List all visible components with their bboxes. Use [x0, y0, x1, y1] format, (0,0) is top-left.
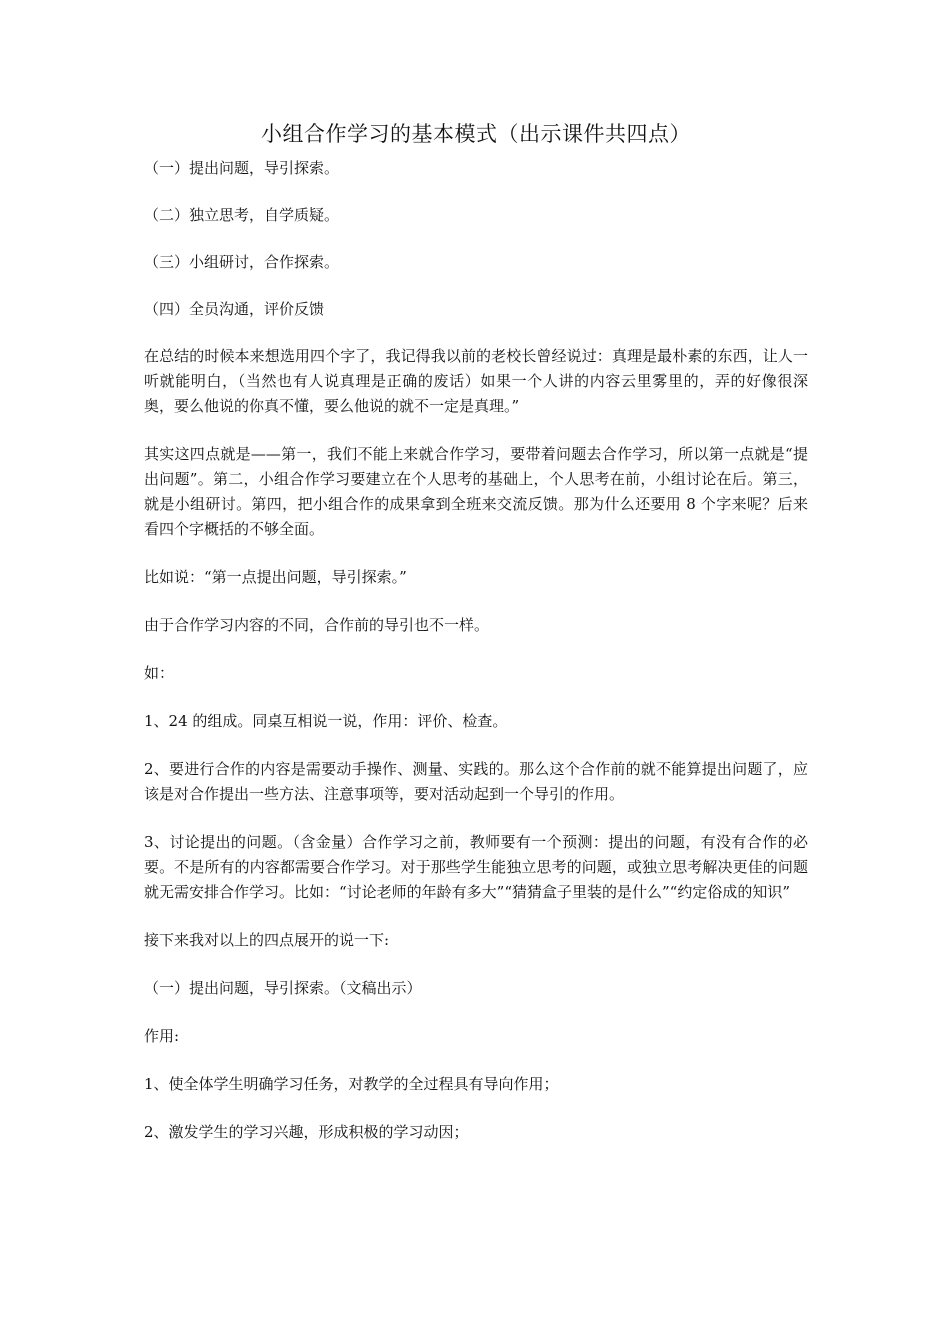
paragraph-function-2: 2、激发学生的学习兴趣，形成积极的学习动因； — [144, 1123, 469, 1141]
paragraph-next: 接下来我对以上的四点展开的说一下: — [144, 931, 390, 949]
paragraph-function-label: 作用: — [144, 1027, 180, 1045]
paragraph-point-2: （二）独立思考，自学质疑。 — [144, 206, 340, 224]
paragraph-item-1: 1、24 的组成。同桌互相说一说，作用：评价、检查。 — [144, 712, 508, 730]
paragraph-point-4: （四）全员沟通，评价反馈 — [144, 300, 325, 318]
paragraph-example-intro: 比如说：“第一点提出问题，导引探索。” — [144, 568, 407, 586]
paragraph-guidance: 由于合作学习内容的不同，合作前的导引也不一样。 — [144, 616, 490, 634]
paragraph-point-3: （三）小组研讨，合作探索。 — [144, 253, 340, 271]
paragraph-item-3: 3、讨论提出的问题。（含金量）合作学习之前，教师要有一个预测：提出的问题，有没有合作的必要。不是所有的内容都需要合作学习。对于那些学生能独立思考的问题，或独立思考解决更佳的问题就无需安排合作学习。比如：“讨论老师的年龄有多大”“猜猜盒子里装的是什么”“约定俗成的知识” — [144, 833, 808, 901]
paragraph-summary: 在总结的时候本来想选用四个字了，我记得我以前的老校长曾经说过：真理是最朴素的东西，让人一听就能明白，（当然也有人说真理是正确的废话）如果一个人讲的内容云里雾里的，弄的好像很深奥，要么他说的你真不懂，要么他说的就不一定是真理。” — [144, 347, 808, 415]
paragraph-explanation: 其实这四点就是——第一，我们不能上来就合作学习，要带着问题去合作学习，所以第一点就是“提出问题”。第二，小组合作学习要建立在个人思考的基础上，个人思考在前，小组讨论在后。第三，就是小组研讨。第四，把小组合作的成果拿到全班来交流反馈。那为什么还要用 8 个字来呢？后来看四个字概括的不够全面。 — [144, 445, 808, 538]
document-title: 小组合作学习的基本模式（出示课件共四点） — [261, 122, 691, 146]
document-body — [144, 118, 808, 1168]
paragraph-function-1: 1、使全体学生明确学习任务，对教学的全过程具有导向作用； — [144, 1075, 559, 1093]
paragraph-item-2: 2、要进行合作的内容是需要动手操作、测量、实践的。那么这个合作前的就不能算提出问题了，应该是对合作提出一些方法、注意事项等，要对活动起到一个导引的作用。 — [144, 760, 808, 803]
paragraph-such-as: 如： — [144, 664, 175, 682]
paragraph-point-1: （一）提出问题，导引探索。 — [144, 159, 340, 177]
paragraph-section-1: （一）提出问题，导引探索。（文稿出示） — [144, 979, 422, 997]
